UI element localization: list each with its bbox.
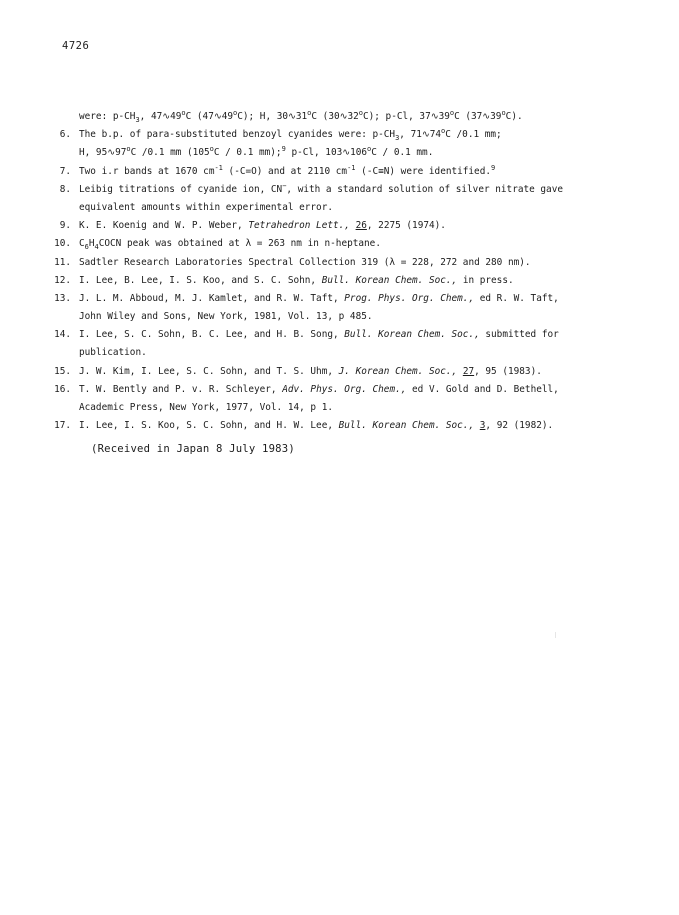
journal-name: Bull. Korean Chem. Soc.,: [338, 420, 475, 432]
reference-8: [0, 181, 679, 217]
journal-name: Prog. Phys. Org. Chem.,: [344, 292, 475, 304]
reference-17: [0, 417, 679, 435]
volume-number: 3: [479, 420, 486, 432]
reference-line: H, 95∿97$^o$C /0.1 mm (105$^o$C / 0.1 mm);$^9$ p-Cl, 103∿106$^o$C / 0.1 mm.: [79, 145, 434, 159]
reference-line: Two i.r bands at 1670 $cm^{-1}$ (-C=O) and at 2110 $cm^{-1}$ (-C≡N) were identified.$^9$: [79, 163, 496, 177]
scan-mark: [555, 632, 556, 638]
reference-5-continuation: [0, 108, 679, 126]
reference-number: 9.: [59, 220, 71, 232]
reference-11: [0, 254, 679, 272]
reference-body: [79, 108, 523, 126]
reference-line: K. E. Koenig and W. P. Weber, Tetrahedron Lett., 26, 2275 (1974).: [79, 220, 446, 232]
reference-body: [79, 254, 531, 272]
reference-line: John Wiley and Sons, New York, 1981, Vol. 13, p 485.: [79, 311, 373, 323]
reference-number: 7.: [59, 165, 71, 177]
reference-line: I. Lee, B. Lee, I. S. Koo, and S. C. Sohn, Bull. Korean Chem. Soc., in press.: [79, 274, 514, 286]
reference-body: [79, 126, 502, 162]
reference-body: [79, 181, 563, 217]
journal-name: Adv. Phys. Org. Chem.,: [282, 383, 407, 395]
reference-line: I. Lee, S. C. Sohn, B. C. Lee, and H. B. Song, Bull. Korean Chem. Soc., submitted for: [79, 329, 559, 341]
reference-line: were: $p-CH_3$, 47∿49$^o$C (47∿49$^o$C); H, 30∿31$^o$C (30∿32$^o$C); p-Cl, 37∿39$^o$C (37∿39$^o$C).: [79, 108, 523, 124]
reference-line: Academic Press, New York, 1977, Vol. 14, p 1.: [79, 402, 333, 414]
reference-body: [79, 326, 559, 362]
volume-number: 26: [355, 220, 367, 232]
received-date: (Received in Japan 8 July 1983): [91, 443, 295, 455]
reference-13: [0, 290, 679, 326]
reference-15: [0, 363, 679, 381]
reference-line: J. W. Kim, I. Lee, S. C. Sohn, and T. S. Uhm, J. Korean Chem. Soc., 27, 95 (1983).: [79, 365, 542, 377]
reference-6: [0, 126, 679, 162]
reference-line: The b.p. of para-substituted benzoyl cyanides were: $p-CH_3$, 71∿74$^o$C /0.1 mm;: [79, 127, 502, 143]
reference-body: [79, 163, 495, 181]
reference-number: 16.: [54, 383, 71, 395]
reference-line: Leibig titrations of cyanide ion, CN−, with a standard solution of silver nitrate gave: [79, 181, 563, 195]
reference-number: 11.: [54, 256, 71, 268]
reference-number: 6.: [59, 129, 71, 141]
reference-body: [79, 381, 559, 417]
reference-9: [0, 217, 679, 235]
reference-line: equivalent amounts within experimental error.: [79, 201, 333, 213]
reference-body: [79, 290, 559, 326]
reference-body: [79, 417, 553, 435]
reference-number: 12.: [54, 274, 71, 286]
reference-number: 8.: [59, 183, 71, 195]
journal-name: Bull. Korean Chem. Soc.,: [344, 329, 480, 341]
page-number: 4726: [62, 40, 90, 52]
reference-line: $C_6H_4COCN$ peak was obtained at λ = 263 nm in n-heptane.: [79, 238, 381, 252]
journal-name: J. Korean Chem. Soc.,: [338, 365, 458, 377]
reference-number: 13.: [54, 292, 71, 304]
reference-body: [79, 272, 514, 290]
reference-line: T. W. Bently and P. v. R. Schleyer, Adv. Phys. Org. Chem., ed V. Gold and D. Bethell,: [79, 383, 559, 395]
reference-10: [0, 235, 679, 253]
journal-name: Bull. Korean Chem. Soc.,: [321, 274, 458, 286]
reference-line: I. Lee, I. S. Koo, S. C. Sohn, and H. W. Lee, Bull. Korean Chem. Soc., 3, 92 (1982).: [79, 420, 554, 432]
reference-line: publication.: [79, 347, 147, 359]
reference-12: [0, 272, 679, 290]
volume-number: 27: [462, 365, 475, 377]
reference-number: 14.: [54, 329, 71, 341]
reference-line: J. L. M. Abboud, M. J. Kamlet, and R. W. Taft, Prog. Phys. Org. Chem., ed R. W. Taft,: [79, 292, 559, 304]
reference-number: 15.: [54, 365, 71, 377]
reference-list: [0, 108, 679, 435]
reference-line: Sadtler Research Laboratories Spectral Collection 319 (λ = 228, 272 and 280 nm).: [79, 256, 531, 268]
reference-7: [0, 163, 679, 181]
reference-number: 10.: [54, 238, 71, 250]
reference-body: [79, 235, 381, 253]
reference-number: 17.: [54, 420, 71, 432]
reference-14: [0, 326, 679, 362]
reference-body: [79, 363, 542, 381]
journal-name: Tetrahedron Lett.,: [248, 220, 350, 232]
reference-16: [0, 381, 679, 417]
reference-body: [79, 217, 446, 235]
